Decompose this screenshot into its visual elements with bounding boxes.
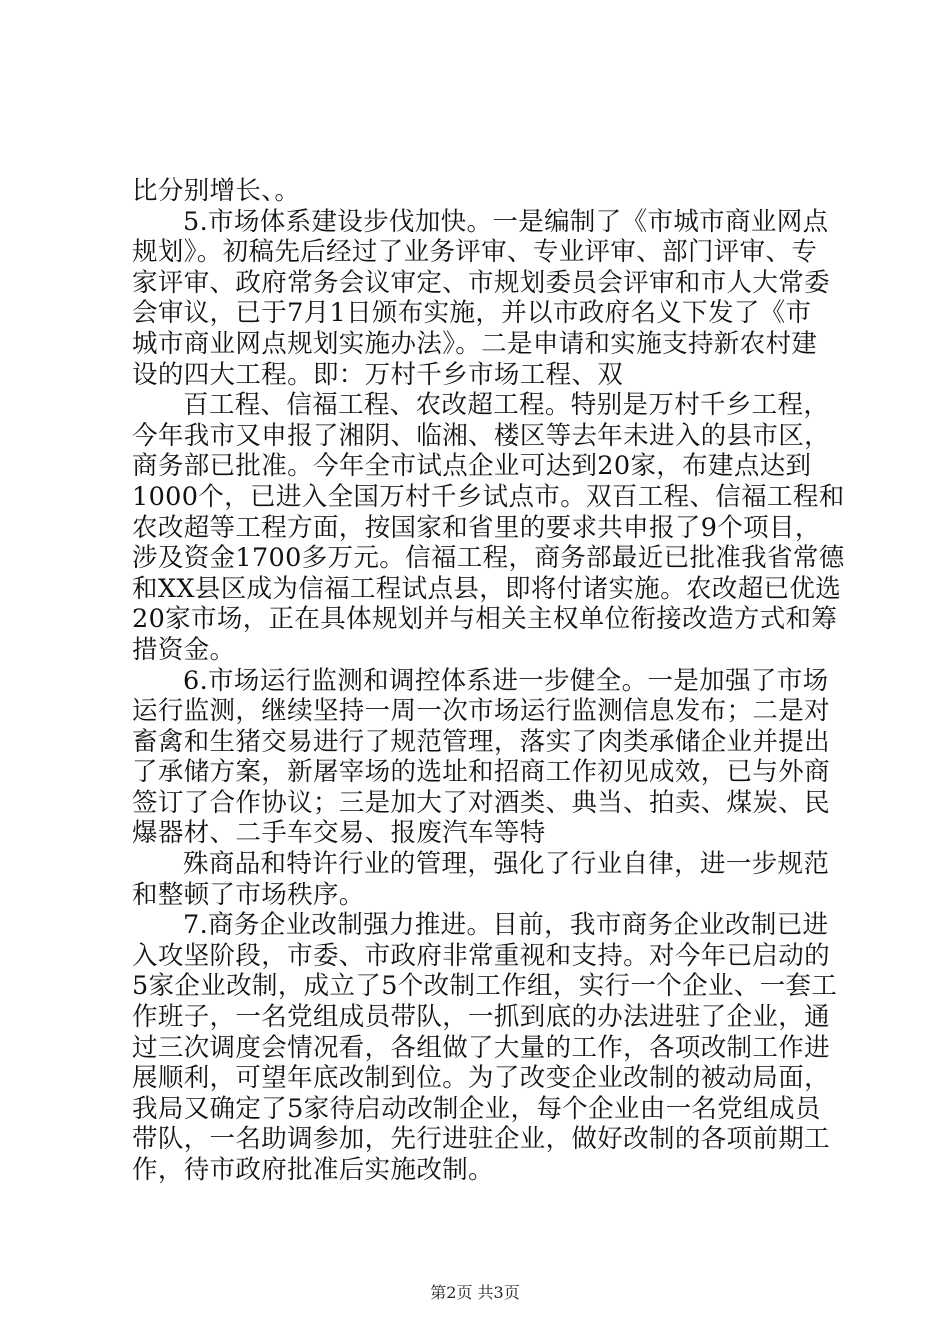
text-line: 过三次调度会情况看，各组做了大量的工作，各项改制工作进 xyxy=(132,1033,830,1063)
text-line: 签订了合作协议；三是加大了对酒类、典当、拍卖、煤炭、民 xyxy=(132,788,830,818)
text-line: 展顺利，可望年底改制到位。为了改变企业改制的被动局面， xyxy=(132,1063,830,1093)
text-line: 涉及资金1700多万元。信福工程，商务部最近已批准我省常德 xyxy=(132,543,845,573)
text-line: 家评审、政府常务会议审定、市规划委员会评审和市人大常委 xyxy=(132,268,830,298)
text-line: 爆器材、二手车交易、报废汽车等特 xyxy=(132,818,546,848)
text-line: 6.市场运行监测和调控体系进一步健全。一是加强了市场 xyxy=(183,666,829,696)
text-line: 规划》。初稿先后经过了业务评审、专业评审、部门评审、专 xyxy=(132,237,818,267)
text-line: 我局又确定了5家待启动改制企业，每个企业由一名党组成员 xyxy=(132,1094,821,1124)
text-line: 运行监测，继续坚持一周一次市场运行监测信息发布；二是对 xyxy=(132,696,830,726)
text-line: 畜禽和生猪交易进行了规范管理，落实了肉类承储企业并提出 xyxy=(132,727,830,757)
text-line: 今年我市又申报了湘阴、临湘、楼区等去年未进入的县市区， xyxy=(132,421,830,451)
text-line: 商务部已批准。今年全市试点企业可达到20家，布建点达到 xyxy=(132,451,812,481)
text-line: 作，待市政府批准后实施改制。 xyxy=(132,1155,494,1185)
text-line: 带队，一名助调参加，先行进驻企业，做好改制的各项前期工 xyxy=(132,1124,830,1154)
text-line: 城市商业网点规划实施办法》。二是申请和实施支持新农村建 xyxy=(132,329,818,359)
text-line: 和整顿了市场秩序。 xyxy=(132,880,365,910)
text-line: 了承储方案，新屠宰场的选址和招商工作初见成效，已与外商 xyxy=(132,757,830,787)
text-line: 农改超等工程方面，按国家和省里的要求共申报了9个项目， xyxy=(132,513,821,543)
text-line: 入攻坚阶段，市委、市政府非常重视和支持。对今年已启动的 xyxy=(132,941,830,971)
text-line: 7.商务企业改制强力推进。目前，我市商务企业改制已进 xyxy=(183,910,829,940)
text-line: 殊商品和特许行业的管理，强化了行业自律，进一步规范 xyxy=(183,849,830,879)
text-line: 5家企业改制，成立了5个改制工作组，实行一个企业、一套工 xyxy=(132,971,838,1001)
text-line: 会审议，已于7月1日颁布实施，并以市政府名义下发了《市 xyxy=(132,298,812,328)
text-line: 1000个，已进入全国万村千乡试点市。双百工程、信福工程和 xyxy=(132,482,845,512)
text-line: 设的四大工程。即：万村千乡市场工程、双 xyxy=(132,360,624,390)
text-line: 作班子，一名党组成员带队，一抓到底的办法进驻了企业，通 xyxy=(132,1002,830,1032)
text-line: 比分别增长、。 xyxy=(132,176,301,206)
text-line: 20家市场，正在具体规划并与相关主权单位衔接改造方式和筹 xyxy=(132,604,838,634)
text-line: 百工程、信福工程、农改超工程。特别是万村千乡工程， xyxy=(183,390,830,420)
page-footer: 第2页 共3页 xyxy=(430,1283,520,1302)
text-line: 和XX县区成为信福工程试点县，即将付诸实施。农改超已优选 xyxy=(132,574,842,604)
text-line: 5.市场体系建设步伐加快。一是编制了《市城市商业网点 xyxy=(183,207,829,237)
text-line: 措资金。 xyxy=(132,635,236,665)
